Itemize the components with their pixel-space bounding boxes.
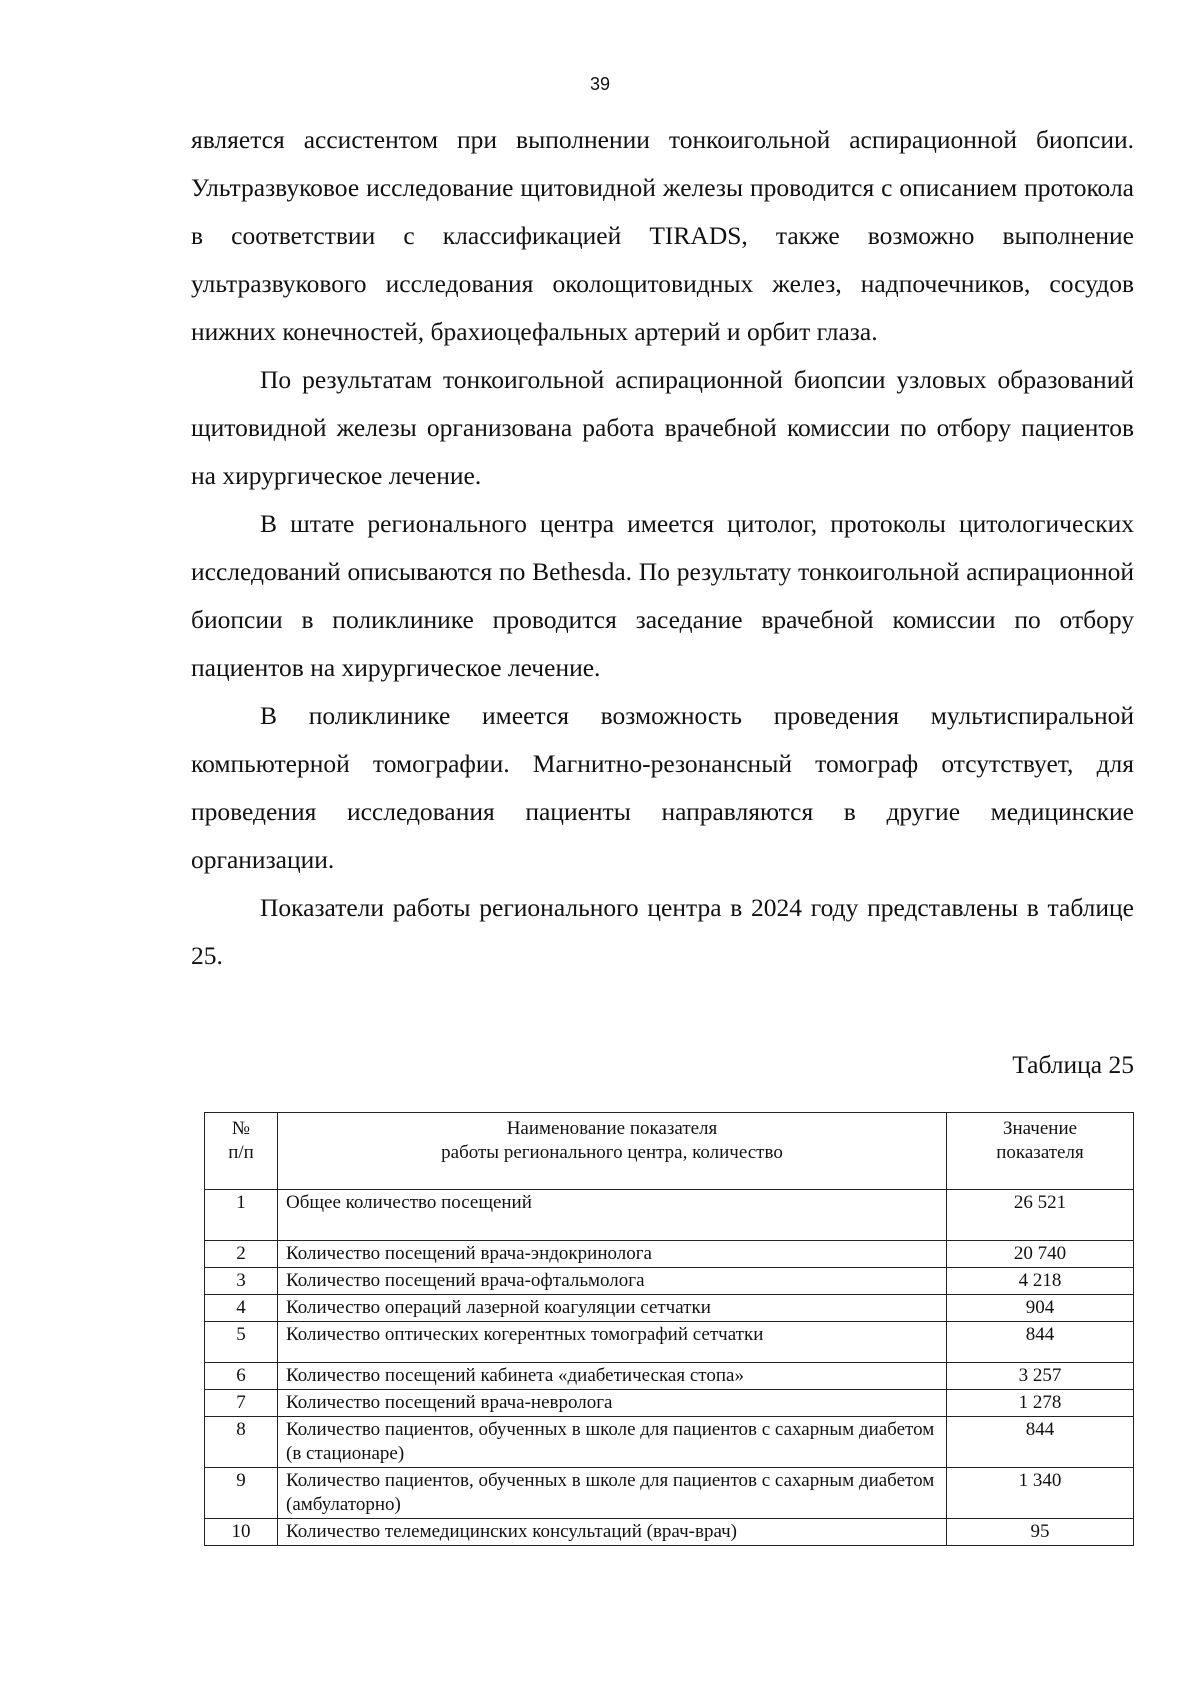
- row-num: 1: [205, 1190, 278, 1241]
- paragraph-1: является ассистентом при выполнении тонкоигольной аспирационной биопсии. Ультразвуковое исследование щитовидной железы проводится с описанием протокола в соответствии с классификацией TIRADS, также возможно выполнение ультразвукового исследования околощитовидных желез, надпочечников, сосудов нижних конечностей, брахиоцефальных артерий и орбит глаза.: [191, 125, 1134, 346]
- row-name: Количество посещений врача-офтальмолога: [278, 1268, 947, 1295]
- row-num: 4: [205, 1295, 278, 1322]
- row-name: Количество пациентов, обученных в школе для пациентов с сахарным диабетом (в стационаре): [278, 1417, 947, 1468]
- row-num: 6: [205, 1363, 278, 1390]
- row-num: 10: [205, 1519, 278, 1546]
- row-name: Количество телемедицинских консультаций (врач-врач): [278, 1519, 947, 1546]
- table-caption: Таблица 25: [1012, 1050, 1134, 1079]
- indicators-table: [204, 1112, 1134, 1546]
- row-name: Общее количество посещений: [278, 1190, 947, 1241]
- table-row: [205, 1417, 1134, 1468]
- header-name: [278, 1113, 947, 1190]
- header-name-line1: Наименование показателя: [506, 1118, 718, 1139]
- table-row: [205, 1468, 1134, 1519]
- paragraph-4: В поликлинике имеется возможность проведения мультиспиральной компьютерной томографии. Магнитно-резонансный томограф отсутствует, для проведения исследования пациенты направляются в другие медицинские организации.: [191, 701, 1134, 874]
- row-num: 8: [205, 1417, 278, 1468]
- header-name-line2: работы регионального центра, количество: [441, 1142, 783, 1163]
- row-name: Количество посещений врача-эндокринолога: [278, 1241, 947, 1268]
- row-value: 1 340: [947, 1468, 1134, 1519]
- row-name: Количество оптических когерентных томографий сетчатки: [278, 1322, 947, 1363]
- table-row: [205, 1241, 1134, 1268]
- header-value-line2: показателя: [996, 1142, 1084, 1163]
- row-name: Количество операций лазерной коагуляции сетчатки: [278, 1295, 947, 1322]
- table-row: [205, 1268, 1134, 1295]
- header-value-line1: Значение: [1002, 1118, 1078, 1139]
- row-name: Количество пациентов, обученных в школе для пациентов с сахарным диабетом (амбулаторно): [278, 1468, 947, 1519]
- table-row: [205, 1190, 1134, 1241]
- row-num: 9: [205, 1468, 278, 1519]
- row-value: 95: [947, 1519, 1134, 1546]
- row-name: Количество посещений кабинета «диабетическая стопа»: [278, 1363, 947, 1390]
- table-row: [205, 1295, 1134, 1322]
- page-number: 39: [589, 74, 611, 94]
- body-text: [191, 116, 1134, 980]
- header-value: [947, 1113, 1134, 1190]
- row-value: 4 218: [947, 1268, 1134, 1295]
- table-header-row: [205, 1113, 1134, 1190]
- row-value: 3 257: [947, 1363, 1134, 1390]
- row-value: 844: [947, 1417, 1134, 1468]
- header-num-line2: п/п: [228, 1142, 254, 1163]
- header-num: [205, 1113, 278, 1190]
- row-value: 20 740: [947, 1241, 1134, 1268]
- row-num: 3: [205, 1268, 278, 1295]
- paragraph-3: В штате регионального центра имеется цитолог, протоколы цитологических исследований описываются по Bethesda. По результату тонкоигольной аспирационной биопсии в поликлинике проводится заседание врачебной комиссии по отбору пациентов на хирургическое лечение.: [191, 509, 1134, 682]
- row-value: 1 278: [947, 1390, 1134, 1417]
- row-value: 904: [947, 1295, 1134, 1322]
- paragraph-2: По результатам тонкоигольной аспирационной биопсии узловых образований щитовидной железы организована работа врачебной комиссии по отбору пациентов на хирургическое лечение.: [191, 365, 1134, 490]
- paragraph-5: Показатели работы регионального центра в 2024 году представлены в таблице 25.: [191, 893, 1134, 970]
- table-row: [205, 1519, 1134, 1546]
- header-num-line1: №: [231, 1118, 251, 1139]
- row-num: 5: [205, 1322, 278, 1363]
- row-value: 844: [947, 1322, 1134, 1363]
- row-name: Количество посещений врача-невролога: [278, 1390, 947, 1417]
- table-row: [205, 1363, 1134, 1390]
- row-num: 2: [205, 1241, 278, 1268]
- table-row: [205, 1390, 1134, 1417]
- row-num: 7: [205, 1390, 278, 1417]
- row-value: 26 521: [947, 1190, 1134, 1241]
- table-row: [205, 1322, 1134, 1363]
